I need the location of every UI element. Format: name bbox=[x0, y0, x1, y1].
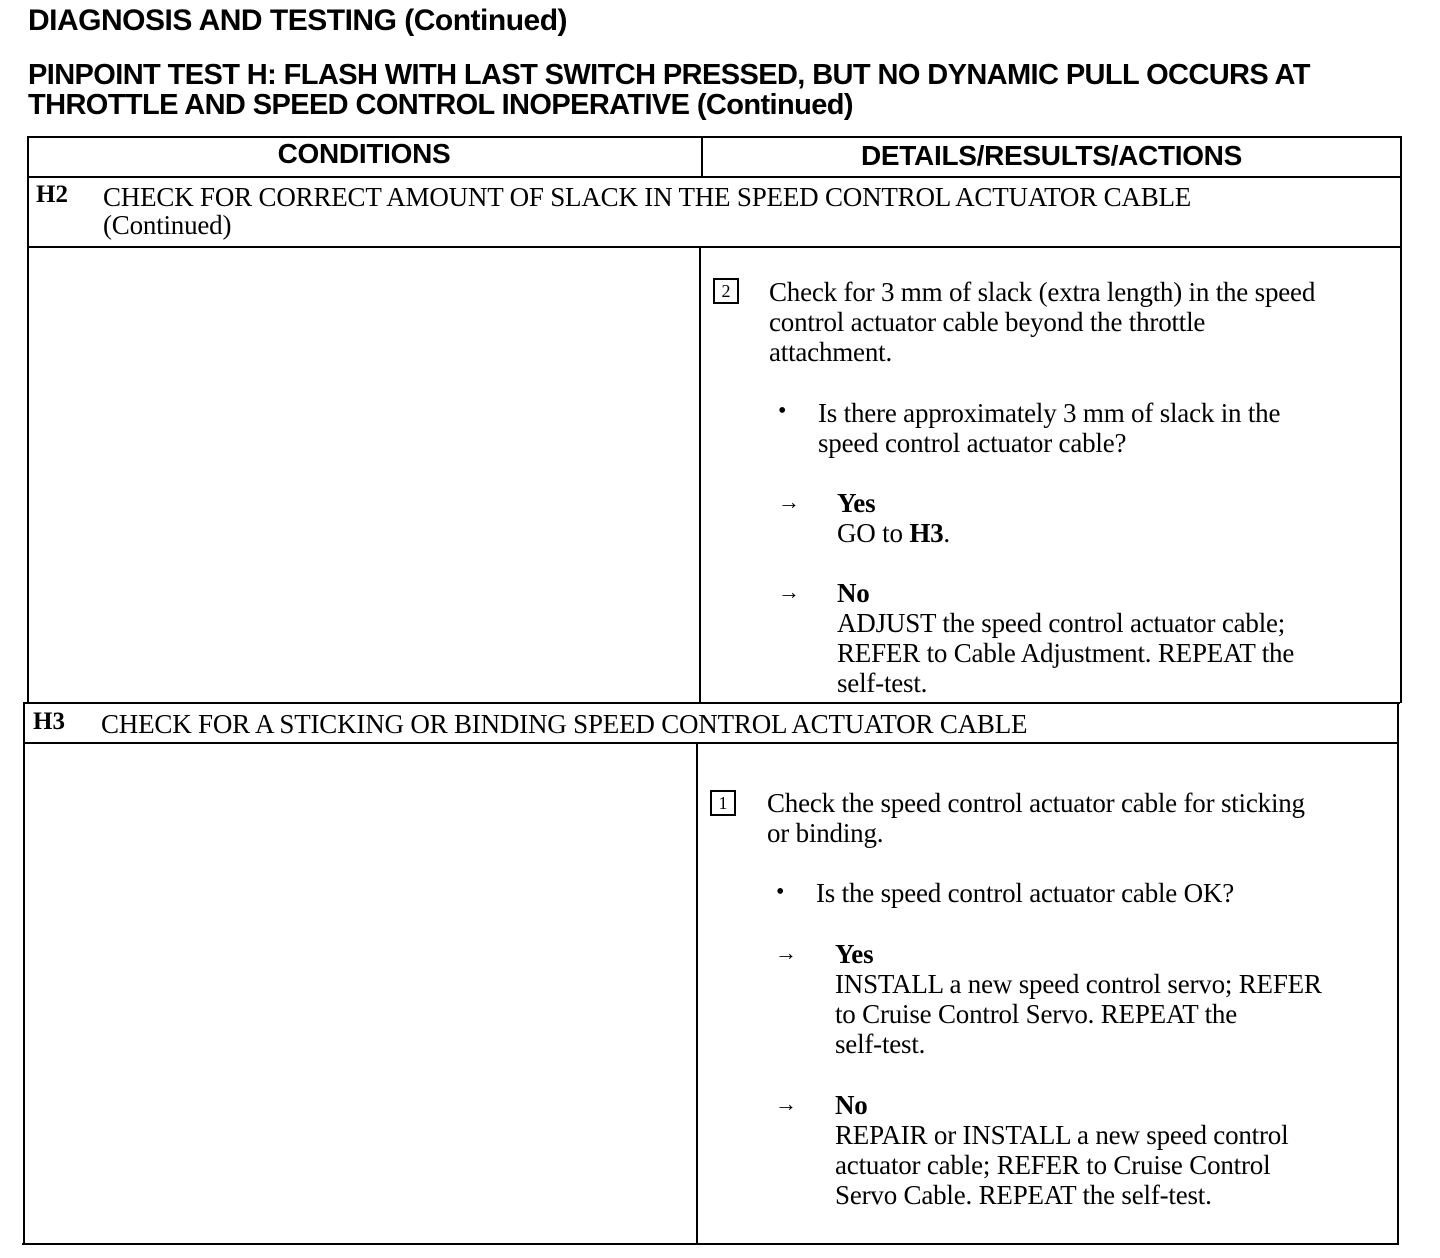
pinpoint-test-title bbox=[28, 60, 1310, 120]
bullet-icon: • bbox=[776, 879, 785, 905]
step-question-line2: speed control actuator cable? bbox=[818, 428, 1127, 458]
result-yes-suffix: . bbox=[943, 518, 950, 548]
step-instruction-line1: Check the speed control actuator cable for sticking bbox=[767, 788, 1305, 818]
result-yes-action bbox=[837, 518, 950, 548]
result-no bbox=[837, 578, 1294, 698]
result-no-line1: ADJUST the speed control actuator cable; bbox=[837, 608, 1286, 638]
arrow-right-icon: → bbox=[775, 940, 797, 965]
result-no-line3: self-test. bbox=[837, 668, 928, 698]
step-instruction-line1: Check for 3 mm of slack (extra length) in the speed bbox=[769, 277, 1316, 307]
step-instruction-line2: or binding. bbox=[767, 818, 884, 848]
section-h2-title bbox=[103, 183, 1191, 239]
result-yes bbox=[835, 939, 1322, 1059]
result-yes-label: Yes bbox=[835, 939, 874, 969]
arrow-right-icon: → bbox=[778, 579, 800, 604]
result-no bbox=[835, 1090, 1288, 1210]
table-bottom-border bbox=[22, 1243, 1398, 1245]
step-instruction bbox=[767, 788, 1305, 848]
section-h2-title-line2: (Continued) bbox=[103, 210, 232, 240]
step-instruction bbox=[769, 277, 1315, 367]
step-question-line1: Is there approximately 3 mm of slack in the bbox=[818, 398, 1281, 428]
result-no-line1: REPAIR or INSTALL a new speed control bbox=[835, 1120, 1289, 1150]
column-header-conditions: CONDITIONS bbox=[277, 138, 451, 169]
result-no-line2: actuator cable; REFER to Cruise Control bbox=[835, 1150, 1271, 1180]
step-instruction-line3: attachment. bbox=[769, 337, 892, 367]
header-divider bbox=[27, 176, 1402, 178]
pinpoint-test-title-line2: THROTTLE AND SPEED CONTROL INOPERATIVE (Continued) bbox=[28, 89, 853, 121]
bullet-icon: • bbox=[778, 398, 787, 424]
page-heading: DIAGNOSIS AND TESTING (Continued) bbox=[28, 4, 568, 37]
section-h3-id: H3 bbox=[33, 708, 65, 735]
result-yes-label: Yes bbox=[837, 488, 876, 518]
h2-title-divider bbox=[27, 246, 1402, 248]
result-yes-line3: self-test. bbox=[835, 1029, 926, 1059]
table-right-border bbox=[1400, 136, 1402, 703]
result-no-label: No bbox=[837, 578, 870, 608]
arrow-right-icon: → bbox=[778, 489, 800, 514]
result-yes bbox=[837, 488, 950, 548]
section-h2-title-line1: CHECK FOR CORRECT AMOUNT OF SLACK IN THE SPEED CONTROL ACTUATOR CABLE bbox=[103, 182, 1192, 212]
arrow-right-icon: → bbox=[775, 1091, 797, 1116]
result-no-line2: REFER to Cable Adjustment. REPEAT the bbox=[837, 638, 1295, 668]
table-left-border-lower bbox=[23, 702, 25, 1245]
table-right-border-lower bbox=[1397, 702, 1399, 1245]
pinpoint-test-title-line1: PINPOINT TEST H: FLASH WITH LAST SWITCH PRESSED, BUT NO DYNAMIC PULL OCCURS AT bbox=[28, 59, 1310, 91]
result-yes-target: H3 bbox=[909, 518, 944, 548]
h3-column-divider bbox=[696, 742, 698, 1244]
column-header-details: DETAILS/RESULTS/ACTIONS bbox=[861, 140, 1242, 171]
step-question bbox=[818, 398, 1280, 458]
section-h3-title: CHECK FOR A STICKING OR BINDING SPEED CONTROL ACTUATOR CABLE bbox=[101, 709, 1028, 739]
step-number-box: 2 bbox=[713, 278, 739, 304]
section-h2-id: H2 bbox=[36, 181, 68, 208]
table-left-border bbox=[27, 136, 29, 703]
result-no-label: No bbox=[835, 1090, 868, 1120]
step-number-box: 1 bbox=[710, 790, 736, 816]
result-yes-prefix: GO to bbox=[837, 518, 910, 548]
step-instruction-line2: control actuator cable beyond the throttle bbox=[769, 307, 1206, 337]
result-no-line3: Servo Cable. REPEAT the self-test. bbox=[835, 1180, 1212, 1210]
result-yes-line1: INSTALL a new speed control servo; REFER bbox=[835, 969, 1322, 999]
h3-title-divider bbox=[24, 742, 1399, 744]
h3-top-divider bbox=[25, 702, 1400, 704]
step-question: Is the speed control actuator cable OK? bbox=[816, 878, 1235, 908]
result-yes-line2: to Cruise Control Servo. REPEAT the bbox=[835, 999, 1237, 1029]
h2-column-divider bbox=[699, 246, 701, 703]
